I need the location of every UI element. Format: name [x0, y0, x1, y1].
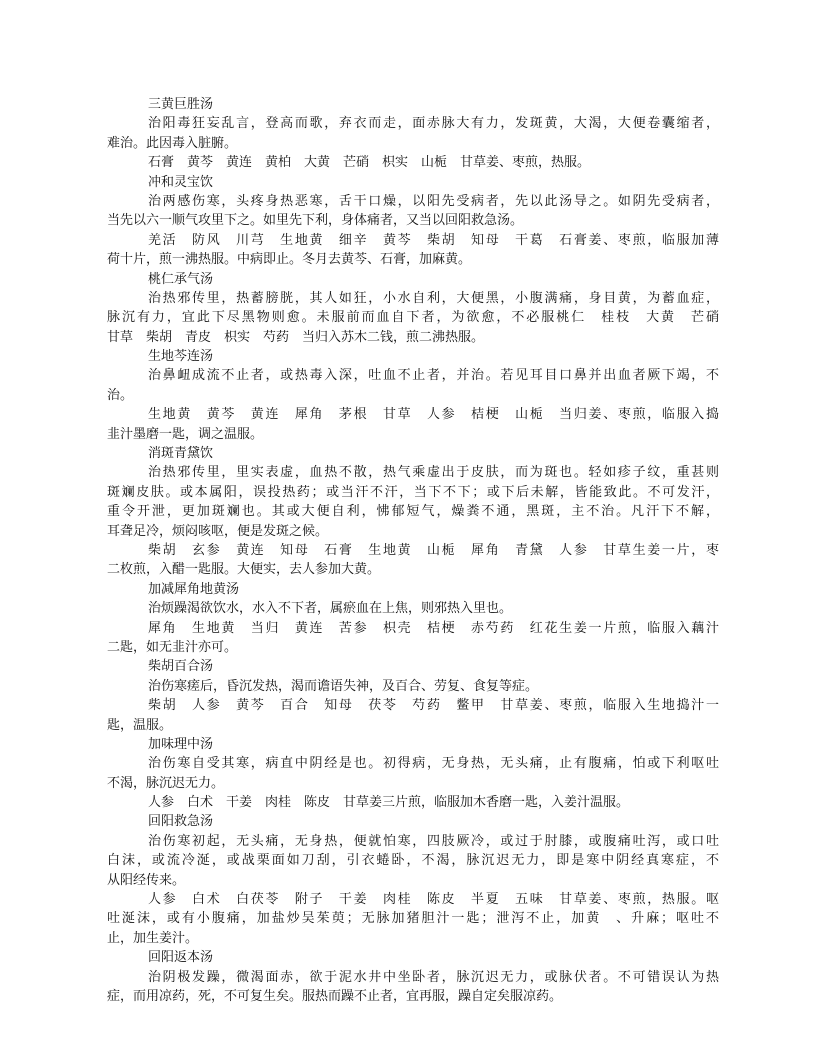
text-line: 加减犀角地黄汤 — [148, 581, 240, 597]
text-line: 石膏 黄芩 黄连 黄柏 大黄 芒硝 枳实 山栀 甘草姜、枣煎，热服。 — [148, 155, 591, 171]
text-line: 桃仁承气汤 — [148, 271, 214, 287]
text-line: 冲和灵宝饮 — [148, 174, 214, 190]
document-body — [107, 95, 719, 1006]
text-line: 柴胡百合汤 — [148, 659, 214, 675]
text-line: 犀角 生地黄 当归 黄连 苦参 枳壳 桔梗 赤芍药 红花生姜一片煎，临服入藕汁 — [148, 620, 719, 636]
text-line: 人参 白术 干姜 肉桂 陈皮 甘草姜三片煎，临服加木香磨一匙，入姜汁温服。 — [148, 795, 630, 811]
text-line: 治阴极发躁，微渴面赤，欲于泥水井中坐卧者，脉沉迟无力，或脉伏者。不可错误认为热 — [148, 969, 719, 985]
text-line: 柴胡 玄参 黄连 知母 石膏 生地黄 山栀 犀角 青黛 人参 甘草生姜一片，枣 — [148, 542, 719, 558]
text-line: 二枚煎，入醋一匙服。大便实，去人参加大黄。 — [107, 562, 381, 578]
text-line: 治鼻衄成流不止者，或热毒入深，吐血不止者，并治。若见耳目口鼻并出血者厥下竭，不 — [148, 368, 719, 384]
text-line: 脉沉有力，宜此下尽黑物则愈。未服前而血自下者，为欲愈，不必服桃仁 桂枝 大黄 芒硝 — [107, 310, 719, 326]
text-line: 治伤寒瘥后，昏沉发热，渴而谵语失神，及百合、劳复、食复等症。 — [148, 678, 539, 694]
text-line: 治阳毒狂妄乱言，登高而歌，弃衣而走，面赤脉大有力，发斑黄，大渴，大便卷囊缩者， — [148, 116, 719, 132]
text-line: 羌活 防风 川芎 生地黄 细辛 黄芩 柴胡 知母 干葛 石膏姜、枣煎，临服加薄 — [148, 232, 719, 248]
text-line: 止，加生姜汁。 — [107, 930, 199, 946]
text-line: 消斑青黛饮 — [148, 446, 214, 462]
text-line: 人参 白术 白茯苓 附子 干姜 肉桂 陈皮 半夏 五味 甘草姜、枣煎，热服。呕 — [148, 892, 719, 908]
text-line: 加味理中汤 — [148, 736, 214, 752]
text-line: 重令开泄，更加斑斓也。其或大便自利，怫郁短气，燥粪不通，黑斑，主不治。凡汗下不解， — [107, 504, 719, 520]
text-line: 当先以六一顺气攻里下之。如里先下利，身体痛者，又当以回阳救急汤。 — [107, 213, 524, 229]
text-line: 从阳经传来。 — [107, 872, 186, 888]
text-line: 白沫，或流冷涎，或战栗面如刀刮，引衣蜷卧，不渴，脉沉迟无力，即是寒中阴经真寒症，不 — [107, 853, 719, 869]
text-line: 匙，温服。 — [107, 717, 173, 733]
text-line: 荷十片，煎一沸热服。中病即止。冬月去黄芩、石膏，加麻黄。 — [107, 252, 472, 268]
text-line: 二匙，如无韭汁亦可。 — [107, 639, 238, 655]
text-line: 治伤寒自受其寒，病直中阴经是也。初得病，无身热，无头痛，止有腹痛，怕或下利呕吐 — [148, 756, 719, 772]
text-line: 回阳救急汤 — [148, 814, 214, 830]
text-line: 治热邪传里，里实表虚，血热不散，热气乘虚出于皮肤，而为斑也。轻如疹子纹，重甚则 — [148, 465, 719, 481]
text-line: 难治。此因毒入脏腑。 — [107, 135, 238, 151]
text-line: 三黄巨胜汤 — [148, 97, 214, 112]
text-line: 韭汁墨磨一匙，调之温服。 — [107, 426, 264, 442]
text-line: 不渴，脉沉迟无力。 — [107, 775, 225, 791]
text-line: 回阳返本汤 — [148, 950, 214, 966]
text-line: 生地黄 黄芩 黄连 犀角 茅根 甘草 人参 桔梗 山栀 当归姜、枣煎，临服入捣 — [148, 407, 719, 423]
text-line: 柴胡 人参 黄芩 百合 知母 茯苓 芍药 鳖甲 甘草姜、枣煎，临服入生地捣汁一 — [148, 698, 719, 714]
text-line: 治。 — [107, 387, 134, 403]
text-line: 甘草 柴胡 青皮 枳实 芍药 当归入苏木二钱，煎二沸热服。 — [107, 329, 485, 345]
text-line: 耳聋足冷，烦闷咳呕，便是发斑之候。 — [107, 523, 329, 539]
text-line: 治伤寒初起，无头痛，无身热，便就怕寒，四肢厥冷，或过于肘膝，或腹痛吐泻，或口吐 — [148, 833, 719, 849]
text-line: 治热邪传里，热蓄膀胱，其人如狂，小水自利，大便黑，小腹满痛，身目黄，为蓄血症， — [148, 290, 719, 306]
text-line: 治两感伤寒，头疼身热恶寒，舌干口燥，以阳先受病者，先以此汤导之。如阴先受病者， — [148, 193, 719, 209]
text-line: 治烦躁渴欲饮水，水入不下者，属瘀血在上焦，则邪热入里也。 — [148, 601, 513, 617]
text-line: 生地芩连汤 — [148, 349, 214, 365]
text-line: 症，而用凉药，死，不可复生矣。服热而躁不止者，宜再服，躁自定矣服凉药。 — [107, 988, 563, 1004]
text-line: 斑斓皮肤。或本属阳，误投热药；或当汗不汗，当下不下；或下后未解，皆能致此。不可发汗， — [107, 484, 719, 500]
text-line: 吐涎沫，或有小腹痛，加盐炒吴茱萸；无脉加猪胆汁一匙；泄泻不止，加黄 、升麻；呕吐不 — [107, 911, 719, 927]
